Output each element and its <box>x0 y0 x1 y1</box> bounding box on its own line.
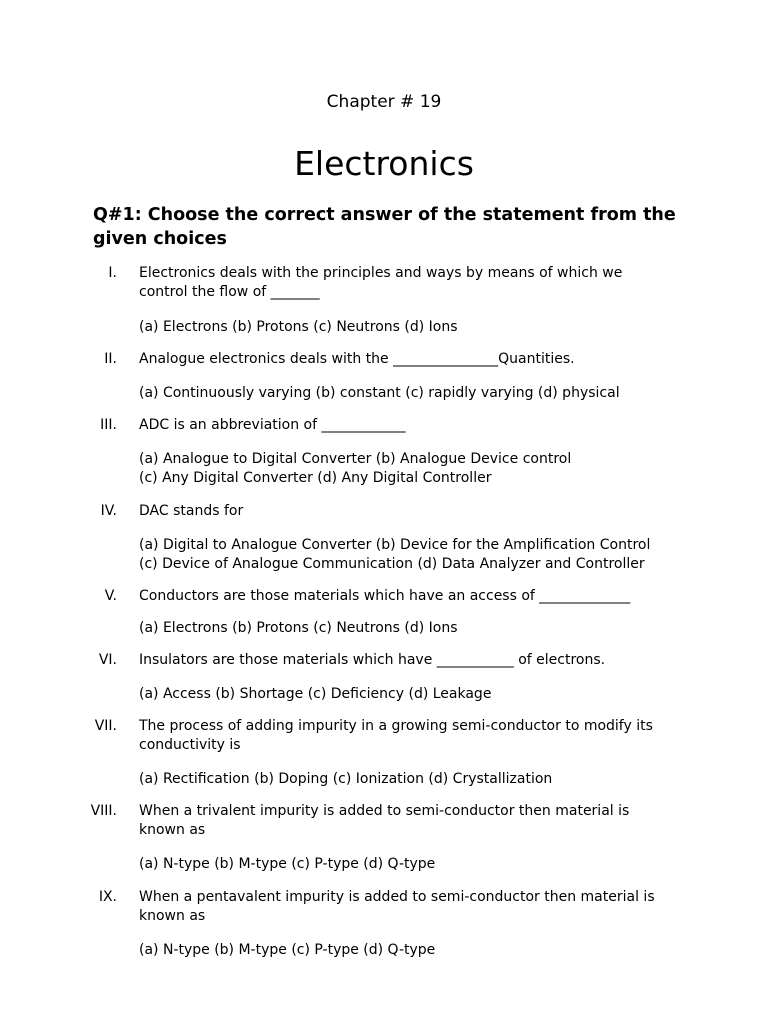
item-choices <box>139 685 719 704</box>
choice-line: (a) Digital to Analogue Converter (b) Device for the Amplification Control <box>139 537 651 553</box>
stem-line: known as <box>139 908 206 924</box>
item-number: I. <box>108 265 117 281</box>
item-number: VI. <box>98 652 117 668</box>
item-stem <box>139 717 679 755</box>
item-choices <box>139 536 719 574</box>
item-stem <box>139 502 679 521</box>
item-number: II. <box>104 351 117 367</box>
choice-line: (a) Electrons (b) Protons (c) Neutrons (d) Ions <box>139 620 458 636</box>
stem-line: control the flow of _______ <box>139 284 320 300</box>
stem-line: Insulators are those materials which have ___________ of electrons. <box>139 652 606 668</box>
choice-line: (a) Rectification (b) Doping (c) Ionization (d) Crystallization <box>139 771 553 787</box>
item-choices <box>139 770 719 789</box>
stem-line: Conductors are those materials which have an access of _____________ <box>139 588 631 604</box>
choice-line: (a) Continuously varying (b) constant (c) rapidly varying (d) physical <box>139 385 620 401</box>
item-stem <box>139 416 679 435</box>
stem-line: known as <box>139 822 206 838</box>
item-choices <box>139 619 719 638</box>
item-choices <box>139 450 719 488</box>
stem-line: Analogue electronics deals with the _______________Quantities. <box>139 351 575 367</box>
item-number: IV. <box>100 503 117 519</box>
item-stem <box>139 888 679 926</box>
item-number: IX. <box>98 889 117 905</box>
chapter-label: Chapter # 19 <box>326 92 442 112</box>
choice-line: (c) Device of Analogue Communication (d) Data Analyzer and Controller <box>139 556 645 572</box>
choice-line: (a) Electrons (b) Protons (c) Neutrons (d) Ions <box>139 319 458 335</box>
item-choices <box>139 318 719 337</box>
item-stem <box>139 587 679 606</box>
item-number: VII. <box>94 718 117 734</box>
item-choices <box>139 855 719 874</box>
choice-line: (a) N-type (b) M-type (c) P-type (d) Q-type <box>139 856 436 872</box>
item-choices <box>139 941 719 960</box>
stem-line: The process of adding impurity in a growing semi-conductor to modify its <box>139 718 653 734</box>
item-number: VIII. <box>90 803 117 819</box>
stem-line: ADC is an abbreviation of ____________ <box>139 417 406 433</box>
choice-line: (a) Analogue to Digital Converter (b) Analogue Device control <box>139 451 572 467</box>
stem-line: Electronics deals with the principles and ways by means of which we <box>139 265 623 281</box>
stem-line: When a pentavalent impurity is added to semi-conductor then material is <box>139 889 655 905</box>
item-number: III. <box>100 417 117 433</box>
choice-line: (c) Any Digital Converter (d) Any Digital Controller <box>139 470 492 486</box>
item-stem <box>139 802 679 840</box>
stem-line: conductivity is <box>139 737 241 753</box>
choice-line: (a) Access (b) Shortage (c) Deficiency (d) Leakage <box>139 686 492 702</box>
item-choices <box>139 384 719 403</box>
stem-line: When a trivalent impurity is added to semi-conductor then material is <box>139 803 630 819</box>
item-stem <box>139 651 679 670</box>
stem-line: DAC stands for <box>139 503 244 519</box>
question-heading: Q#1: Choose the correct answer of the statement from the given choices <box>93 205 676 249</box>
page-title: Electronics <box>294 144 474 183</box>
item-stem <box>139 350 679 369</box>
item-number: V. <box>104 588 117 604</box>
choice-line: (a) N-type (b) M-type (c) P-type (d) Q-type <box>139 942 436 958</box>
item-stem <box>139 264 679 302</box>
